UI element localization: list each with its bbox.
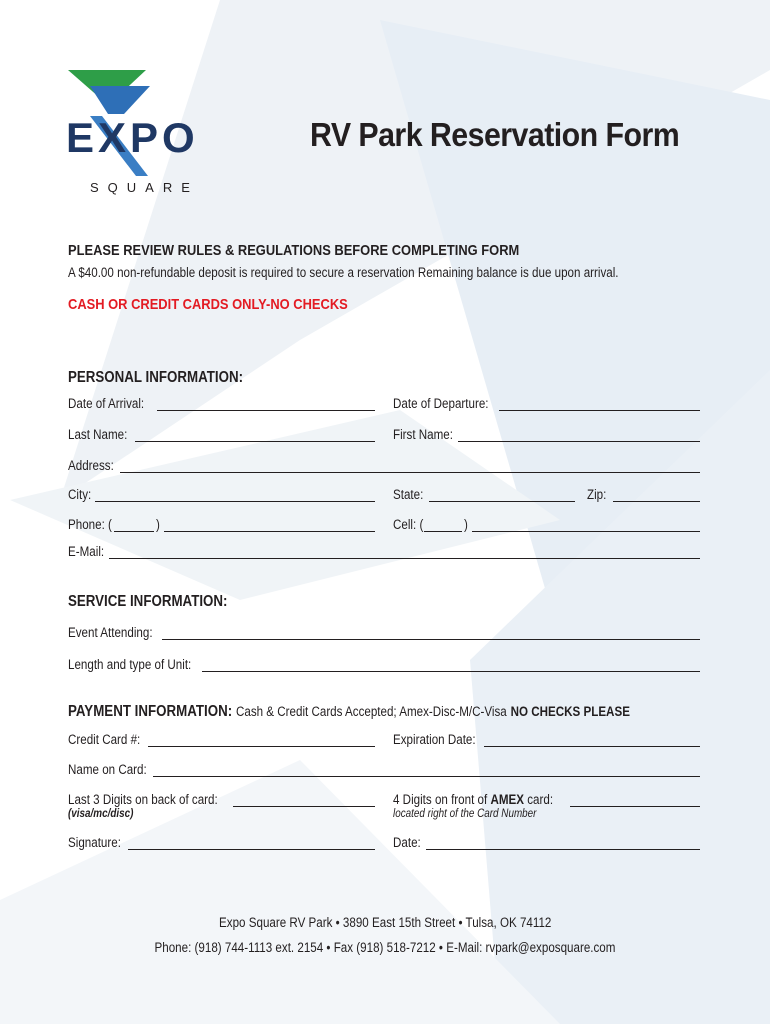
footer-contact <box>0 940 770 955</box>
cell-label: Cell: ( <box>393 517 424 532</box>
email-label: E-Mail: <box>68 544 105 559</box>
address-label: Address: <box>68 458 114 473</box>
last-name-label: Last Name: <box>68 427 128 442</box>
personal-info-heading: PERSONAL INFORMATION: <box>68 369 244 386</box>
rules-heading: PLEASE REVIEW RULES & REGULATIONS BEFORE COMPLETING FORM <box>68 242 520 259</box>
arrival-label: Date of Arrival: <box>68 396 145 411</box>
payment-header-row <box>68 703 630 721</box>
cell-close-paren: ) <box>464 517 468 532</box>
phone-number-field[interactable] <box>164 531 375 532</box>
zip-label: Zip: <box>587 487 607 502</box>
card-number-label: Credit Card #: <box>68 732 141 747</box>
phone-area-code-field[interactable] <box>114 531 154 532</box>
first-name-field[interactable] <box>458 441 700 442</box>
state-field[interactable] <box>429 501 575 502</box>
date-label: Date: <box>393 835 421 850</box>
page-title: RV Park Reservation Form <box>310 116 680 153</box>
last3-label: Last 3 Digits on back of card: <box>68 792 218 807</box>
expiration-label: Expiration Date: <box>393 732 476 747</box>
logo-blue-flag <box>90 86 150 114</box>
footer-contact-text: Phone: (918) 744-1113 ext. 2154 • Fax (918) 518-7212 • E-Mail: rvpark@exposquare.com <box>154 940 616 955</box>
expo-square-logo <box>62 64 242 204</box>
logo-sub: SQUARE <box>90 180 199 195</box>
amex-label-post: card: <box>527 792 554 807</box>
event-field[interactable] <box>162 639 700 640</box>
phone-label: Phone: ( <box>68 517 112 532</box>
payment-info-heading: PAYMENT INFORMATION: <box>68 703 233 720</box>
amex-digits-field[interactable] <box>570 806 700 807</box>
cell-number-field[interactable] <box>472 531 700 532</box>
date-field[interactable] <box>426 849 700 850</box>
footer-address-text: Expo Square RV Park • 3890 East 15th Street • Tulsa, OK 74112 <box>218 915 552 930</box>
last3-note: (visa/mc/disc) <box>68 808 134 820</box>
zip-field[interactable] <box>613 501 700 502</box>
phone-close-paren: ) <box>156 517 160 532</box>
signature-field[interactable] <box>128 849 375 850</box>
first-name-label: First Name: <box>393 427 453 442</box>
footer-address <box>0 915 770 930</box>
last3-field[interactable] <box>233 806 375 807</box>
name-on-card-field[interactable] <box>153 776 700 777</box>
service-info-heading: SERVICE INFORMATION: <box>68 593 228 610</box>
cash-only-notice: CASH OR CREDIT CARDS ONLY-NO CHECKS <box>68 296 348 313</box>
amex-note: located right of the Card Number <box>393 808 537 820</box>
unit-label: Length and type of Unit: <box>68 657 192 672</box>
expiration-field[interactable] <box>484 746 700 747</box>
email-field[interactable] <box>109 558 700 559</box>
arrival-field[interactable] <box>157 410 375 411</box>
deposit-note: A $40.00 non-refundable deposit is required to secure a reservation Remaining balance is due upon arrival. <box>68 265 619 280</box>
last-name-field[interactable] <box>135 441 375 442</box>
city-field[interactable] <box>95 501 375 502</box>
departure-label: Date of Departure: <box>393 396 489 411</box>
state-label: State: <box>393 487 424 502</box>
payment-no-checks: NO CHECKS PLEASE <box>510 704 630 719</box>
signature-label: Signature: <box>68 835 121 850</box>
address-field[interactable] <box>120 472 700 473</box>
amex-label-row <box>393 792 553 807</box>
card-number-field[interactable] <box>148 746 375 747</box>
name-on-card-label: Name on Card: <box>68 762 147 777</box>
cell-area-code-field[interactable] <box>424 531 462 532</box>
payment-accepted: Cash & Credit Cards Accepted; Amex-Disc-M/C-Visa <box>235 704 507 719</box>
departure-field[interactable] <box>499 410 700 411</box>
amex-label-brand: AMEX <box>490 792 525 807</box>
city-label: City: <box>68 487 92 502</box>
unit-field[interactable] <box>202 671 700 672</box>
event-label: Event Attending: <box>68 625 153 640</box>
amex-label-pre: 4 Digits on front of <box>393 792 488 807</box>
logo-word: EXPO <box>66 114 199 161</box>
